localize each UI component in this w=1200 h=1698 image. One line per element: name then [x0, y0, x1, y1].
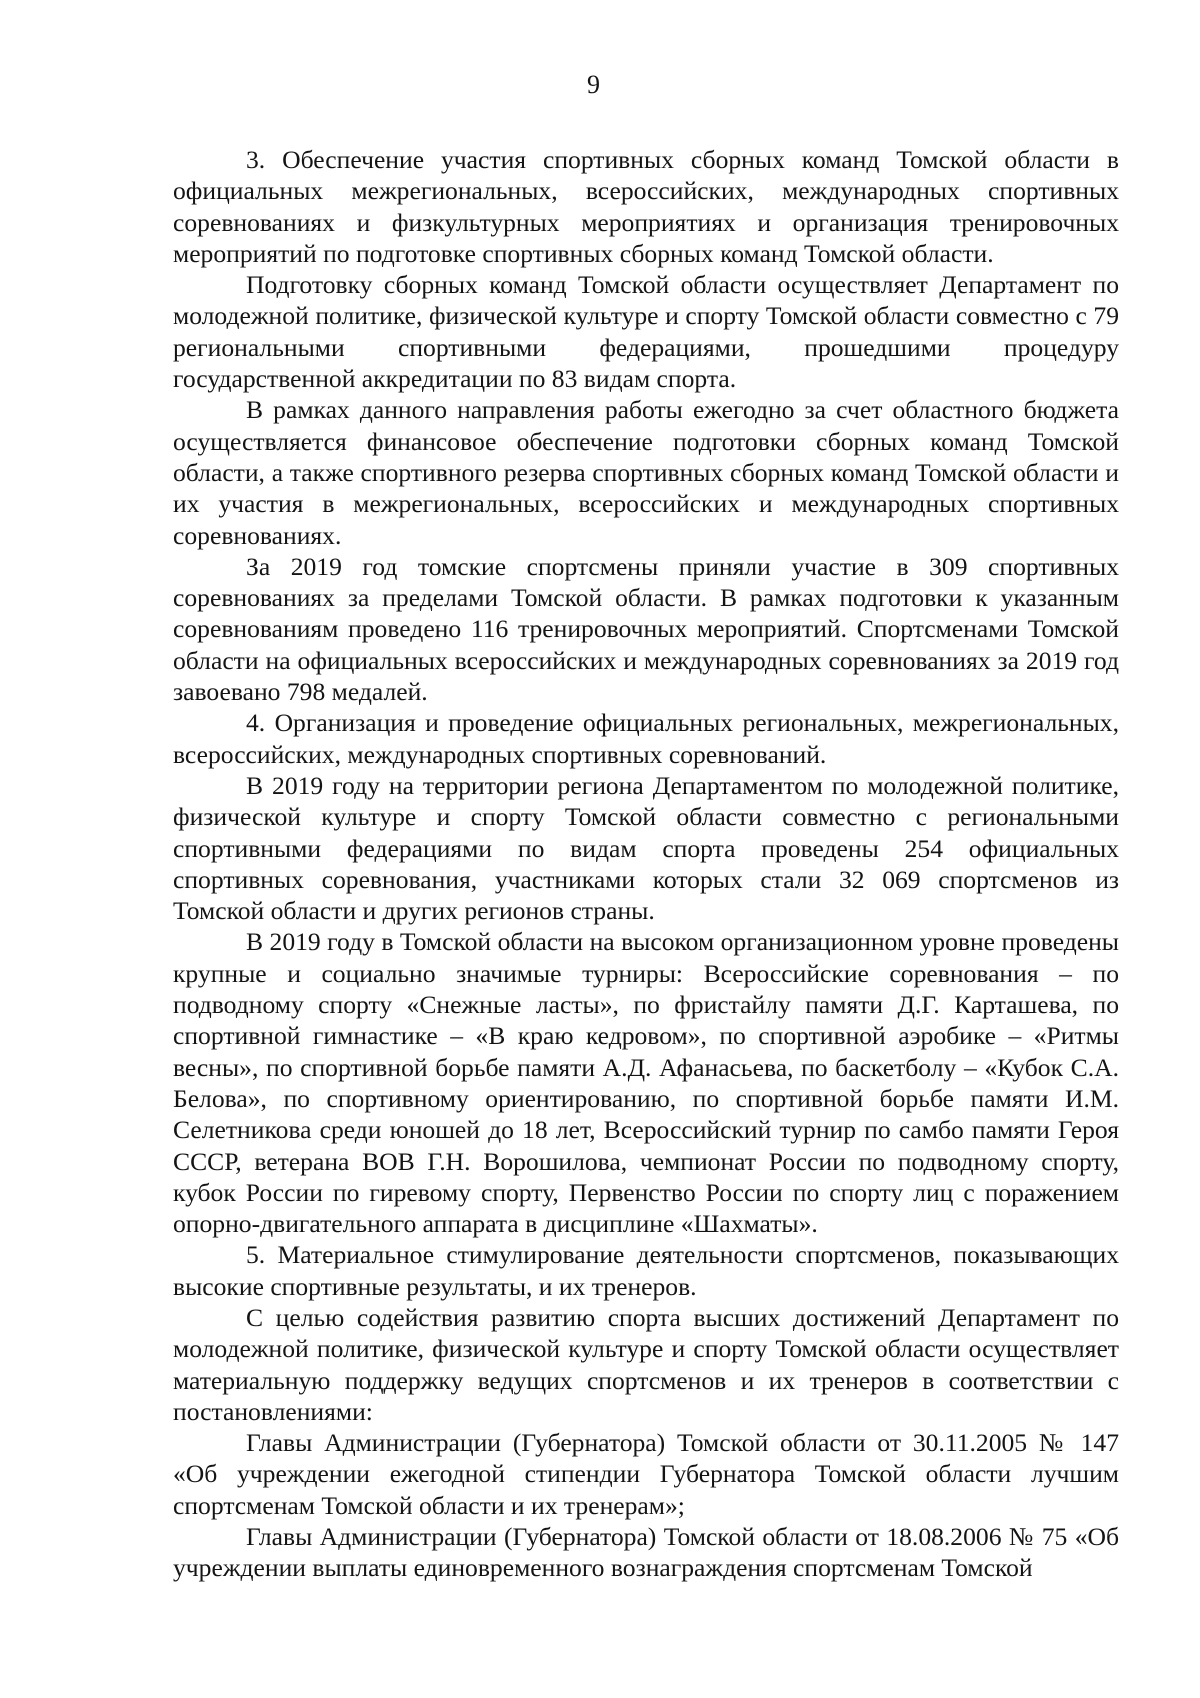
paragraph: В рамках данного направления работы ежегодно за счет областного бюджета осуществляется финансовое обеспечение подготовки сборных команд Томской области, а также спортивного резерва спортивных сборных команд Томской области и их участия в межрегиональных, всероссийских и международных спортивных соревнованиях. [173, 395, 1119, 550]
paragraph: Подготовку сборных команд Томской области осуществляет Департамент по молодежной политике, физической культуре и спорту Томской области совместно с 79 региональными спортивными федерациями, прошедшими процедуру государственной аккредитации по 83 видам спорта. [173, 270, 1119, 394]
page-number: 9 [587, 70, 600, 99]
paragraph: С целью содействия развитию спорта высших достижений Департамент по молодежной политике, физической культуре и спорту Томской области осуществляет материальную поддержку ведущих спортсменов и их тренеров в соответствии с постановлениями: [173, 1302, 1119, 1426]
paragraph: Главы Администрации (Губернатора) Томской области от 18.08.2006 № 75 «Об учреждении выплаты единовременного вознаграждения спортсменам Томской [173, 1522, 1119, 1583]
document-body [173, 144, 1119, 1584]
paragraph: 4. Организация и проведение официальных региональных, межрегиональных, всероссийских, международных спортивных соревнований. [173, 708, 1119, 769]
paragraph: За 2019 год томские спортсмены приняли участие в 309 спортивных соревнованиях за пределами Томской области. В рамках подготовки к указанным соревнованиям проведено 116 тренировочных мероприятий. Спортсменами Томской области на официальных всероссийских и международных соревнованиях за 2019 год завоевано 798 медалей. [173, 551, 1119, 707]
paragraph: 3. Обеспечение участия спортивных сборных команд Томской области в официальных межрегиональных, всероссийских, международных спортивных соревнованиях и физкультурных мероприятиях и организация тренировочных мероприятий по подготовке спортивных сборных команд Томской области. [173, 145, 1119, 268]
paragraph: 5. Материальное стимулирование деятельности спортсменов, показывающих высокие спортивные результаты, и их тренеров. [173, 1240, 1119, 1301]
paragraph: В 2019 году на территории региона Департаментом по молодежной политике, физической культуре и спорту Томской области совместно с региональными спортивными федерациями по видам спорта проведены 254 официальных спортивных соревнования, участниками которых стали 32 069 спортсменов из Томской области и других регионов страны. [173, 770, 1119, 926]
paragraph: Главы Администрации (Губернатора) Томской области от 30.11.2005 № 147 «Об учреждении ежегодной стипендии Губернатора Томской области лучшим спортсменам Томской области и их тренерам»; [173, 1428, 1119, 1520]
paragraph: В 2019 году в Томской области на высоком организационном уровне проведены крупные и социально значимые турниры: Всероссийские соревнования – по подводному спорту «Снежные ласты», по фристайлу памяти Д.Г. Карташева, по спортивной гимнастике – «В краю кедровом», по спортивной аэробике – «Ритмы весны», по спортивной борьбе памяти А.Д. Афанасьева, по баскетболу – «Кубок С.А. Белова», по спортивному ориентированию, по спортивной борьбе памяти И.М. Селетникова среди юношей до 18 лет, Всероссийский турнир по самбо памяти Героя СССР, ветерана ВОВ Г.Н. Ворошилова, чемпионат России по подводному спорту, кубок России по гиревому спорту, Первенство России по спорту лиц с поражением опорно-двигательного аппарата в дисциплине «Шахматы». [173, 927, 1119, 1239]
